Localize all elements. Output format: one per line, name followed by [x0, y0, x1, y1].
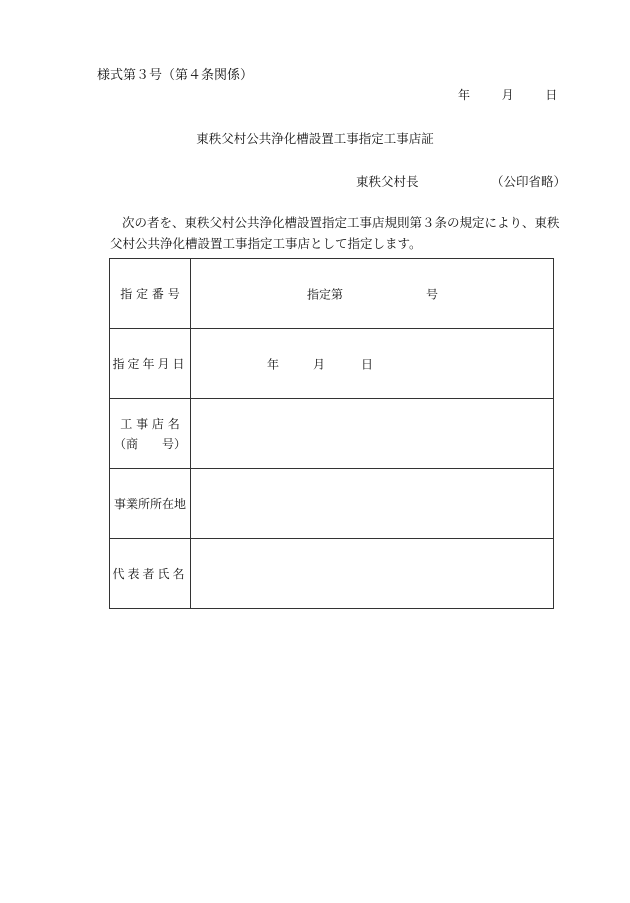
label-office-location: 事業所所在地 — [110, 469, 191, 539]
date-day: 日 — [545, 88, 558, 102]
designation-date-day: 日 — [361, 357, 374, 371]
body-text: 次の者を、東秩父村公共浄化槽設置指定工事店規則第３条の規定により、東秩父村公共浄化槽設置工事指定工事店として指定します。 — [110, 215, 560, 251]
label-designation-date: 指定年月日 — [110, 329, 191, 399]
designation-number-suffix: 号 — [426, 287, 439, 301]
value-shop-name — [191, 399, 554, 469]
label-shop-name-line2: （商 号） — [113, 436, 186, 451]
value-office-location — [191, 469, 554, 539]
row-office-location — [110, 469, 554, 539]
label-shop-name-line1: 工 事 店 名 — [120, 416, 180, 431]
date-year: 年 — [458, 88, 471, 102]
row-shop-name — [110, 399, 554, 469]
designation-date-year: 年 — [267, 357, 280, 371]
date-month: 月 — [501, 88, 514, 102]
label-shop-name — [110, 399, 191, 469]
row-representative — [110, 539, 554, 609]
value-designation-date — [191, 329, 554, 399]
issuer-seal-note: （公印省略） — [491, 174, 567, 189]
row-designation-date — [110, 329, 554, 399]
designation-date-month: 月 — [313, 357, 326, 371]
label-designation-number: 指 定 番 号 — [110, 259, 191, 329]
certificate-table — [109, 258, 554, 609]
document-title: 東秩父村公共浄化槽設置工事指定工事店証 — [196, 131, 434, 146]
label-representative: 代表者氏名 — [110, 539, 191, 609]
value-designation-number — [191, 259, 554, 329]
row-designation-number — [110, 259, 554, 329]
value-representative — [191, 539, 554, 609]
designation-number-prefix: 指定第 — [307, 287, 344, 301]
issuer-name: 東秩父村長 — [356, 174, 419, 189]
form-number: 様式第３号（第４条関係） — [97, 68, 254, 83]
date-line — [458, 86, 557, 103]
